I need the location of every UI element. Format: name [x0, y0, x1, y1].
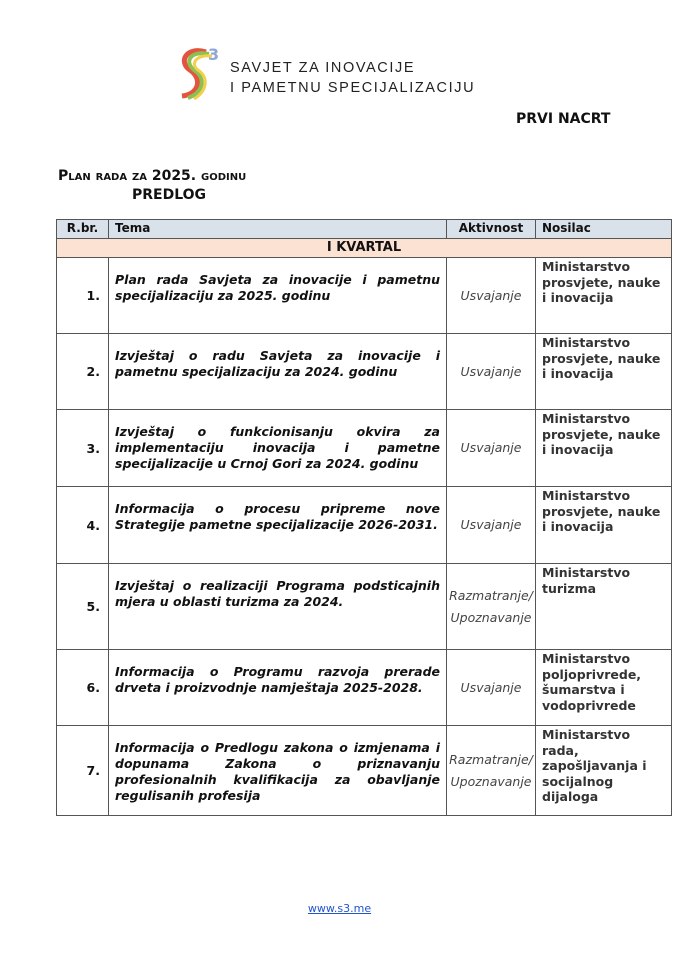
row-nosilac: Ministarstvo prosvjete, nauke i inovacija: [536, 258, 672, 334]
row-tema: Informacija o Programu razvoja prerade drveta i proizvodnje namještaja 2025-2028.: [109, 650, 447, 726]
column-header-aktivnost: Aktivnost: [447, 220, 536, 239]
work-plan-table: [56, 219, 672, 816]
column-header-nosilac: Nosilac: [536, 220, 672, 239]
row-nosilac: Ministarstvo turizma: [536, 564, 672, 650]
row-number: 5.: [57, 564, 109, 650]
row-aktivnost: Usvajanje: [447, 650, 536, 726]
column-header-tema: Tema: [109, 220, 447, 239]
section-header: I KVARTAL: [57, 239, 672, 258]
row-tema: Informacija o Predlogu zakona o izmjenama i dopunama Zakona o priznavanju profesionalnih kvalifikacija za obavljanje regulisanih profesija: [109, 726, 447, 816]
row-tema: Informacija o procesu pripreme nove Strategije pametne specijalizacije 2026-2031.: [109, 487, 447, 564]
draft-label: PRVI NACRT: [516, 111, 611, 127]
footer: [0, 902, 679, 915]
document-subtitle: PREDLOG: [132, 187, 207, 203]
row-number: 3.: [57, 410, 109, 487]
row-tema: Izvještaj o funkcionisanju okvira za implementaciju inovacija i pametne specijalizacije u Crnoj Gori za 2024. godinu: [109, 410, 447, 487]
organization-name: [230, 58, 475, 98]
row-aktivnost: Usvajanje: [447, 487, 536, 564]
table-row: [57, 650, 672, 726]
org-line-1: SAVJET ZA INOVACIJE: [230, 60, 416, 76]
table-row: [57, 726, 672, 816]
table-row: [57, 487, 672, 564]
row-nosilac: Ministarstvo prosvjete, nauke i inovacija: [536, 334, 672, 410]
row-aktivnost: Usvajanje: [447, 258, 536, 334]
row-tema: Izvještaj o radu Savjeta za inovacije i pametnu specijalizaciju za 2024. godinu: [109, 334, 447, 410]
row-number: 2.: [57, 334, 109, 410]
row-number: 6.: [57, 650, 109, 726]
row-number: 1.: [57, 258, 109, 334]
row-nosilac: Ministarstvo rada, zapošljavanja i socijalnog dijaloga: [536, 726, 672, 816]
org-line-2: I PAMETNU SPECIJALIZACIJU: [230, 80, 476, 96]
row-aktivnost: Razmatranje/ Upoznavanje: [447, 564, 536, 650]
table-row: [57, 258, 672, 334]
row-nosilac: Ministarstvo poljoprivrede, šumarstva i vodoprivrede: [536, 650, 672, 726]
svg-text:3: 3: [208, 45, 220, 64]
row-tema: Plan rada Savjeta za inovacije i pametnu specijalizaciju za 2025. godinu: [109, 258, 447, 334]
row-number: 4.: [57, 487, 109, 564]
s3-logo: [176, 44, 222, 102]
row-tema: Izvještaj o realizaciji Programa podsticajnih mjera u oblasti turizma za 2024.: [109, 564, 447, 650]
row-aktivnost: Usvajanje: [447, 334, 536, 410]
table-row: [57, 564, 672, 650]
document-title: Plan rada za 2025. godinu: [58, 168, 247, 184]
row-aktivnost: Razmatranje/ Upoznavanje: [447, 726, 536, 816]
row-number: 7.: [57, 726, 109, 816]
row-aktivnost: Usvajanje: [447, 410, 536, 487]
row-nosilac: Ministarstvo prosvjete, nauke i inovacija: [536, 487, 672, 564]
table-row: [57, 410, 672, 487]
website-link[interactable]: www.s3.me: [307, 902, 372, 915]
row-nosilac: Ministarstvo prosvjete, nauke i inovacija: [536, 410, 672, 487]
column-header-number: R.br.: [57, 220, 109, 239]
table-row: [57, 334, 672, 410]
